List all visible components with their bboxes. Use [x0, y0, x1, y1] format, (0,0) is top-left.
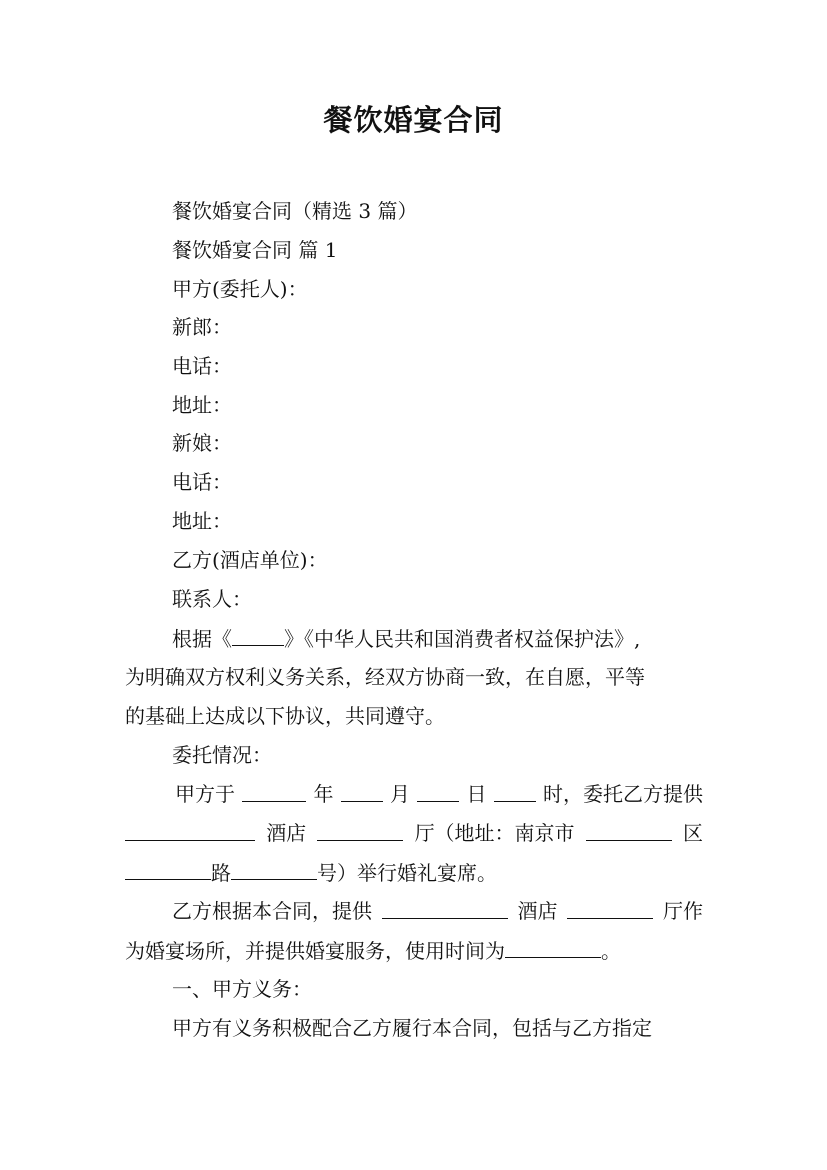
para2-line3: [125, 857, 497, 888]
contact-person-label: 联系人：: [172, 587, 252, 611]
para3-text-hotel: 酒店: [517, 899, 558, 923]
party-a-label: 甲方(委托人)：: [172, 277, 308, 301]
document-title: 餐饮婚宴合同: [323, 103, 504, 137]
para1-line3: 的基础上达成以下协议，共同遵守。: [125, 704, 445, 728]
para2-text-year: 年: [313, 782, 334, 806]
para4-line1: 甲方有义务积极配合乙方履行本合同，包括与乙方指定: [172, 1016, 652, 1040]
bride-phone-label: 电话：: [172, 470, 232, 494]
para2-text-district: 区: [682, 821, 703, 845]
para1-line1-post: 》《中华人民共和国消费者权益保护法》,: [284, 627, 641, 651]
para3-text-a: 乙方根据本合同，提供: [172, 899, 372, 923]
article-heading: 餐饮婚宴合同 篇 1: [172, 238, 338, 262]
number-blank: [231, 857, 317, 880]
road-blank: [125, 857, 211, 880]
para1-line2: 为明确双方权利义务关系，经双方协商一致，在自愿，平等: [125, 665, 645, 689]
para2-text-month: 月: [390, 782, 410, 806]
district-blank: [586, 818, 672, 841]
law-name-blank: [232, 623, 284, 646]
venue-hall-blank: [567, 896, 653, 919]
para1-line1-pre: 根据《: [172, 627, 232, 651]
party-b-label: 乙方(酒店单位)：: [172, 548, 328, 572]
para2-text-hold: 号）举行婚礼宴席。: [317, 861, 497, 885]
hotel-name-blank: [125, 818, 255, 841]
bride-label: 新娘：: [172, 431, 232, 455]
para2-line1: [175, 779, 703, 809]
groom-address-label: 地址：: [172, 393, 232, 417]
subtitle-line: 餐饮婚宴合同（精选 3 篇）: [172, 199, 418, 223]
para3-line2: [125, 935, 621, 966]
entrust-section-heading: 委托情况：: [172, 743, 272, 767]
groom-phone-label: 电话：: [172, 354, 232, 378]
para2-text-day: 日: [466, 782, 487, 806]
para1-line1: [172, 623, 640, 654]
para2-text-jiafang: 甲方于: [175, 782, 235, 806]
para2-line2: [125, 818, 703, 848]
year-blank: [242, 779, 306, 802]
usage-time-blank: [505, 935, 601, 958]
hour-blank: [494, 779, 536, 802]
para3-text-hall: 厅作: [663, 899, 703, 923]
day-blank: [417, 779, 459, 802]
para3-text-usage: 为婚宴场所，并提供婚宴服务，使用时间为: [125, 939, 505, 963]
bride-address-label: 地址：: [172, 509, 232, 533]
section-one-heading: 一、甲方义务：: [172, 977, 312, 1001]
venue-hotel-blank: [382, 896, 508, 919]
para2-text-road: 路: [211, 861, 231, 885]
month-blank: [341, 779, 383, 802]
hall-name-blank: [317, 818, 403, 841]
para3-text-end: 。: [601, 939, 621, 963]
para2-text-hotel: 酒店: [266, 821, 307, 845]
para2-text-hall-address: 厅（地址：南京市: [414, 821, 575, 845]
para3-line1: [172, 896, 703, 926]
groom-label: 新郎：: [172, 315, 232, 339]
para2-text-entrust: 时，委托乙方提供: [543, 782, 703, 806]
